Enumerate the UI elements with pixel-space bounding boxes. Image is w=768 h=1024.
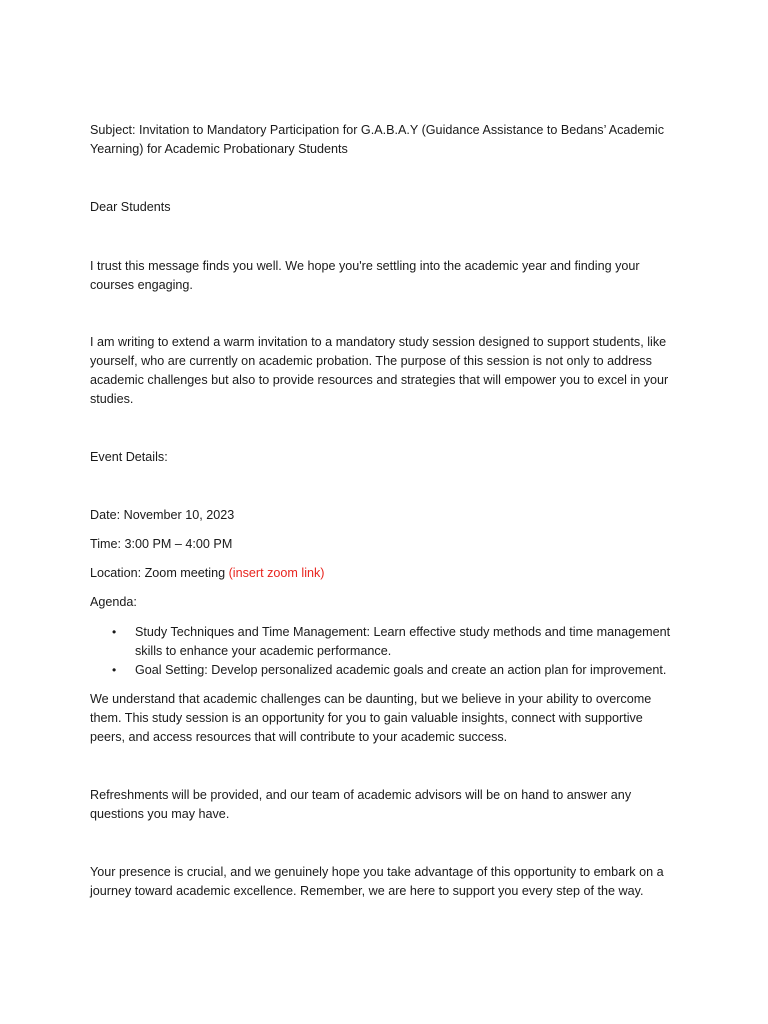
- event-time: Time: 3:00 PM – 4:00 PM: [90, 537, 233, 551]
- agenda-item-text: Study Techniques and Time Management: Learn effective study methods and time management skills to enhance your academic performance.: [135, 625, 671, 658]
- salutation: Dear Students: [90, 200, 171, 214]
- agenda-item: [90, 623, 690, 661]
- refreshments-paragraph: Refreshments will be provided, and our team of academic advisors will be on hand to answer any questions you may have.: [90, 788, 632, 821]
- agenda-heading: Agenda:: [90, 595, 137, 609]
- agenda-item-text: Goal Setting: Develop personalized academic goals and create an action plan for improvement.: [135, 663, 667, 677]
- bullet-icon: •: [112, 663, 117, 677]
- closing-paragraph: Your presence is crucial, and we genuinely hope you take advantage of this opportunity to embark on a journey toward academic excellence. Remember, we are here to support you every step of the way.: [90, 865, 664, 898]
- agenda-item: [90, 661, 690, 680]
- bullet-icon: •: [112, 625, 117, 639]
- agenda-list: [90, 623, 690, 680]
- event-date: Date: November 10, 2023: [90, 508, 235, 522]
- zoom-link-placeholder: (insert zoom link): [228, 566, 325, 580]
- location-label: Location: Zoom meeting: [90, 566, 229, 580]
- intro-paragraph: I trust this message finds you well. We hope you're settling into the academic year and finding your courses engaging.: [90, 259, 640, 292]
- event-location: [90, 564, 680, 583]
- purpose-paragraph: I am writing to extend a warm invitation to a mandatory study session designed to support students, like yourself, who are currently on academic probation. The purpose of this session is not only to address academic challenges but also to provide resources and strategies that will empower you to excel in your studies.: [90, 335, 669, 406]
- understanding-paragraph: We understand that academic challenges can be daunting, but we believe in your ability to overcome them. This study session is an opportunity for you to gain valuable insights, connect with supportive peers, and access resources that will contribute to your academic success.: [90, 692, 652, 744]
- subject-line: Subject: Invitation to Mandatory Participation for G.A.B.A.Y (Guidance Assistance to Bedans’ Academic Yearning) for Academic Probationary Students: [90, 123, 665, 156]
- event-details-heading: Event Details:: [90, 450, 168, 464]
